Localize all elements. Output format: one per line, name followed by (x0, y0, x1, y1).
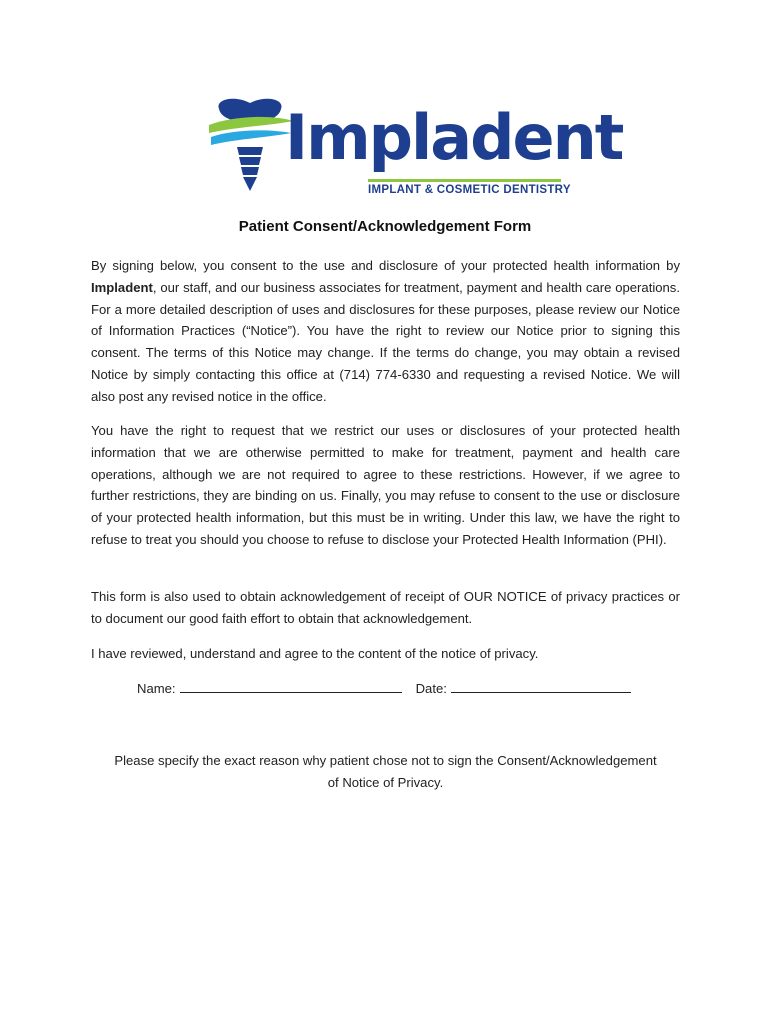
refusal-reason-line-1: Please specify the exact reason why patient chose not to sign the Consent/Acknowledgement (114, 753, 657, 768)
impladent-logo (205, 95, 623, 200)
date-field[interactable] (451, 677, 631, 693)
refusal-reason-line-2: of Notice of Privacy. (327, 774, 444, 790)
date-label: Date: (415, 681, 447, 696)
logo-tagline: IMPLANT & COSMETIC DENTISTRY (368, 184, 571, 196)
logo-divider (368, 179, 561, 182)
consent-text-start: By signing below, you consent to the use and disclosure of your protected health information by (91, 258, 680, 273)
logo-wordmark: Impladent (285, 101, 623, 174)
consent-text-end: , our staff, and our business associates for treatment, payment and health care operations. For a more detailed description of uses and disclosures for these purposes, please review our Notice of Information Practices (“Notice”). You have the right to review our Notice prior to signing this consent. The terms of this Notice may change. If the terms do change, you may obtain a revised Notice by simply contacting this office at (714) 774-6330 and requesting a revised Notice. We will also post any revised notice in the office. (91, 279, 680, 404)
practice-name: Impladent (91, 279, 153, 295)
restrictions-paragraph: You have the right to request that we restrict our uses or disclosures of your protected health information that we are otherwise permitted to make for treatment, payment and health care operations, although we are not required to agree to these restrictions. However, if we agree to further restrictions, they are binding on us. Finally, you may refuse to consent to the use or disclosure of your protected health information, but this must be in writing. Under this law, we have the right to refuse to treat you should you choose to refuse to disclose your Protected Health Information (PHI). (91, 423, 680, 547)
name-label: Name: (137, 681, 176, 696)
acknowledgement-paragraph: This form is also used to obtain acknowledgement of receipt of OUR NOTICE of privacy practices or to document our good faith effort to obtain that acknowledgement. (91, 589, 680, 626)
tooth-implant-icon (205, 95, 295, 195)
consent-paragraph (91, 255, 680, 408)
name-field[interactable] (180, 677, 402, 693)
agreement-statement: I have reviewed, understand and agree to the content of the notice of privacy. (91, 646, 539, 661)
signature-row (137, 677, 631, 700)
refusal-reason-prompt (91, 750, 680, 794)
form-title: Patient Consent/Acknowledgement Form (238, 218, 532, 235)
